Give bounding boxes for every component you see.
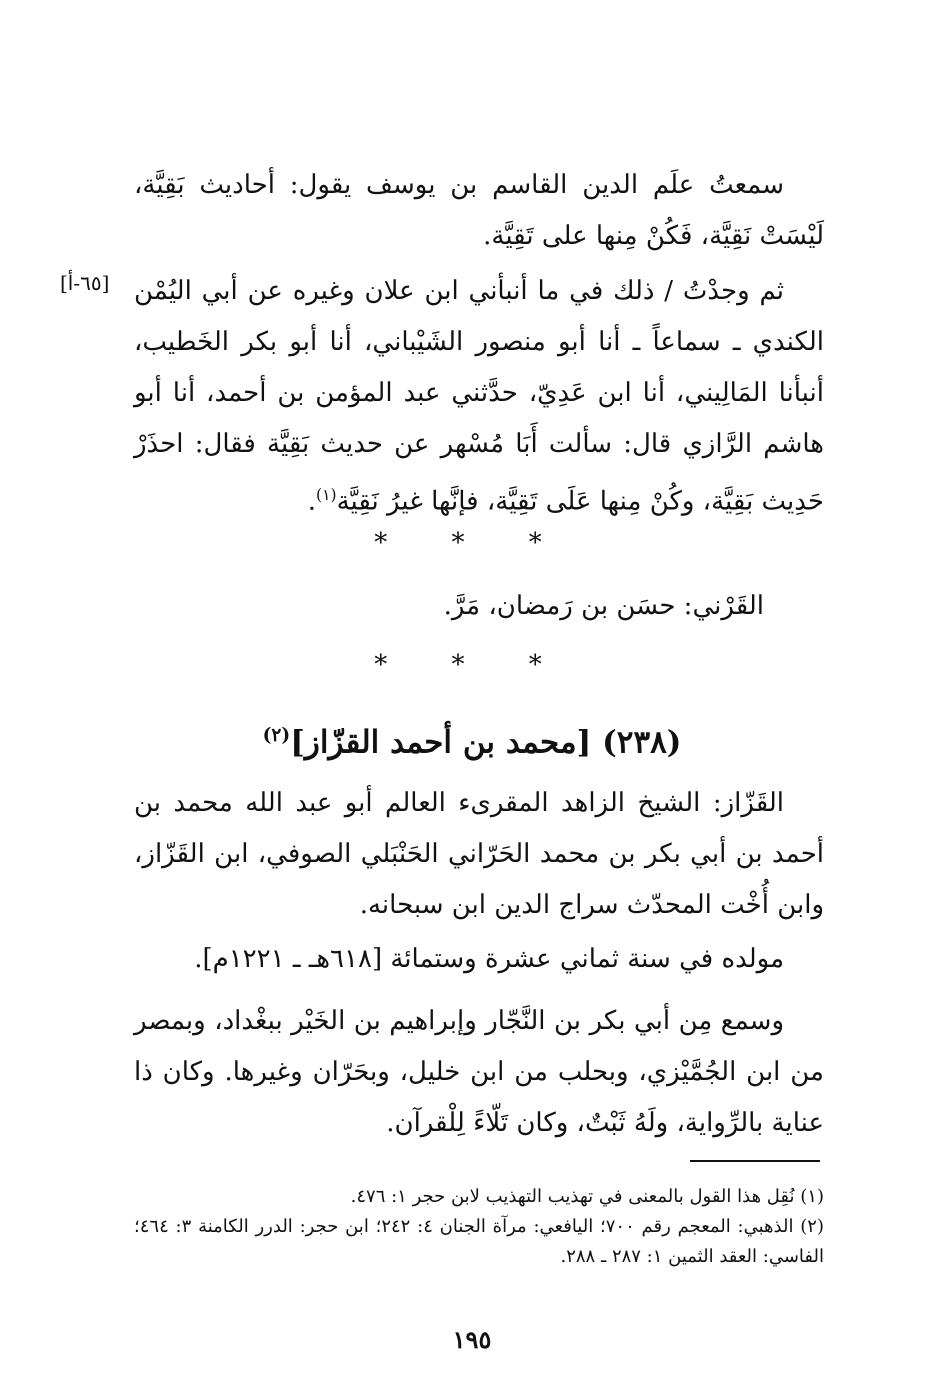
cross-reference-line: القَرْني: حسَن بن رَمضان، مَرَّ. (443, 591, 764, 621)
paragraph-1-text: سمعتُ علَم الدين القاسم بن يوسف يقول: أحاديث بَقِيَّة، لَيْسَتْ نَقِيَّة، فَكُنْ مِنها على تَقِيَّة. (134, 170, 824, 251)
paragraph-4 (134, 934, 824, 985)
footnote-2: (٢) الذهبي: المعجم رقم ٧٠٠؛ اليافعي: مرآة الجنان ٤: ٢٤٢؛ ابن حجر: الدرر الكامنة ٣: ٤٦٤؛ الفاسي: العقد الثمين ١: ٢٨٧ ـ ٢٨٨. (134, 1216, 824, 1267)
footnote-ref-1[interactable]: (١) (316, 486, 337, 504)
section-divider-2: * * * (374, 650, 570, 680)
entry-heading (0, 712, 944, 766)
paragraph-1 (134, 160, 824, 262)
paragraph-3 (134, 778, 824, 931)
paragraph-2-text: ثم وجدْتُ / ذلك في ما أنبأني ابن علان وغيره عن أبي اليُمْن الكندي ـ سماعاً ـ أنا أبو منصور الشَيْباني، أنا أبو بكر الخَطيب، أنبأنا المَالِيني، أنا ابن عَدِيّ، حدَّثني عبد المؤمن بن أحمد، أنا أبو هاشم الرَّازي قال: سألت أَبَا مُسْهر عن حديث بَقِيَّة فقال: احذَرْ حَدِيث بَقِيَّة، وكُنْ مِنها عَلَى تَقِيَّة، فإنَّها غيرُ نَقِيَّة (134, 276, 824, 517)
paragraph-2-end: . (307, 486, 317, 517)
footnote-1: (١) نُقِل هذا القول بالمعنى في تهذيب التهذيب لابن حجر ١: ٤٧٦. (350, 1186, 824, 1207)
entry-heading-text: (٢٣٨) [محمد بن أحمد القزّاز] (290, 724, 682, 761)
footnotes (134, 1182, 824, 1272)
page-number: ١٩٥ (452, 1325, 492, 1354)
footnote-ref-2[interactable]: (٢) (262, 725, 291, 746)
paragraph-3-text: القَزّاز: الشيخ الزاهد المقرىء العالم أبو عبد الله محمد بن أحمد بن أبي بكر بن محمد الحَرّاني الحَنْبَلي الصوفي، ابن القَزّاز، وابن أُخْت المحدّث سراج الدين ابن سبحانه. (134, 788, 824, 920)
paragraph-5-text: وسمع مِن أبي بكر بن النَّجّار وإبراهيم بن الخَيْر ببغْداد، وبمصر من ابن الجُمَّيْزي، وبحلب من ابن خليل، وبحَرّان وغيرها. وكان ذا عناية بالرِّواية، ولَهُ ثَبْتٌ، وكان تَلّاءً لِلْقرآن. (134, 1006, 824, 1138)
footnote-separator (690, 1160, 820, 1162)
paragraph-4-text: مولده في سنة ثماني عشرة وستمائة [٦١٨هـ ـ ١٢٢١م]. (194, 944, 784, 974)
section-divider-1: * * * (374, 528, 570, 558)
marginal-reference: [٦٥-أ] (60, 271, 110, 295)
paragraph-2 (134, 266, 824, 528)
paragraph-5 (134, 996, 824, 1149)
